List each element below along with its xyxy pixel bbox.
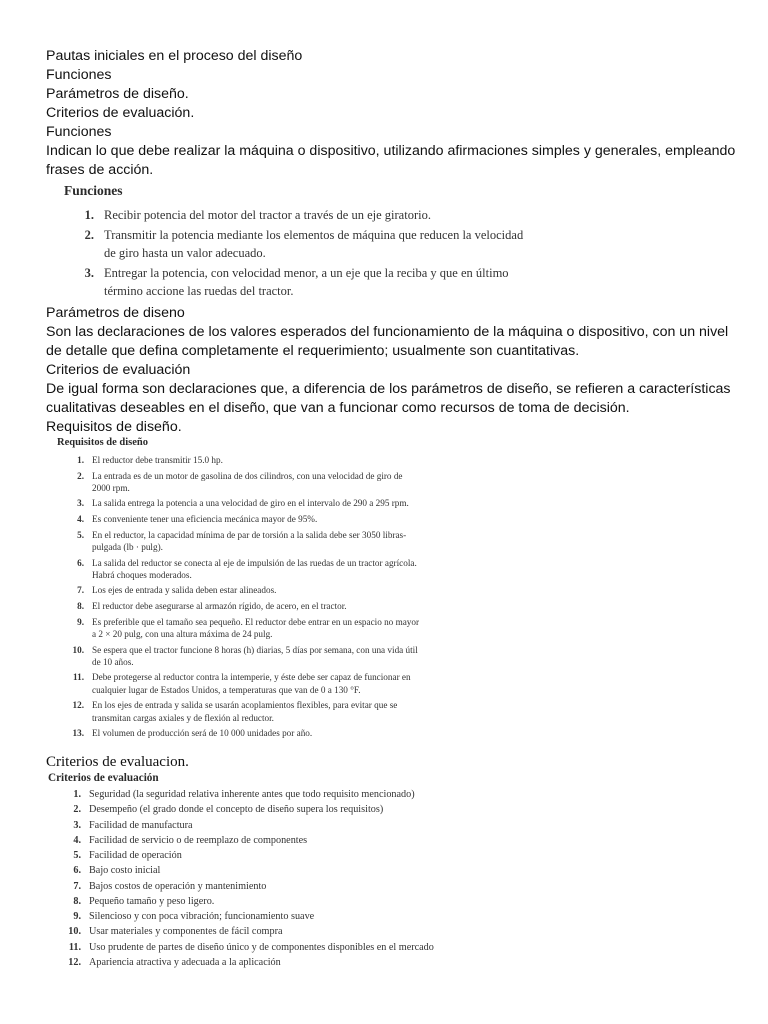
- list-item: [46, 941, 466, 954]
- item-number: 7.: [77, 585, 84, 596]
- item-number: 11.: [68, 941, 81, 953]
- item-text: Transmitir la potencia mediante los elementos de máquina que reducen la velocidad de giro hasta un valor adecuado.: [104, 228, 524, 260]
- outline-item-parametros: Parámetros de diseño.: [46, 86, 189, 102]
- list-item: [46, 925, 466, 938]
- list-item: [46, 557, 426, 582]
- item-text: Los ejes de entrada y salida deben estar alineados.: [92, 585, 277, 596]
- list-item: [46, 600, 426, 612]
- section-heading-criterios: Criterios de evaluación: [46, 362, 191, 378]
- item-text: Bajo costo inicial: [89, 865, 161, 877]
- middle-section: [46, 304, 736, 437]
- item-text: La entrada es de un motor de gasolina de dos cilindros, con una velocidad de giro de 2000 rpm.: [92, 470, 403, 493]
- list-item: [46, 671, 426, 696]
- list-item: [46, 727, 426, 739]
- item-text: El volumen de producción será de 10 000 unidades por año.: [92, 728, 313, 739]
- item-number: 5.: [73, 850, 81, 861]
- section-heading-funciones: Funciones: [46, 124, 112, 140]
- list-item: [46, 470, 426, 495]
- item-text: Entregar la potencia, con velocidad menor, a un eje que la reciba y que en último término accione las ruedas del tractor.: [104, 266, 509, 298]
- list-item: [46, 616, 426, 641]
- list-item: [46, 803, 466, 816]
- list-item: [46, 834, 466, 847]
- funciones-description: Indican lo que debe realizar la máquina o dispositivo, utilizando afirmaciones simples y generales, empleando frases de acción.: [46, 143, 736, 178]
- item-number: 10.: [68, 926, 81, 938]
- list-item: [46, 895, 466, 908]
- doc-title: Pautas iniciales en el proceso del diseño: [46, 48, 303, 64]
- item-number: 6.: [77, 557, 84, 568]
- item-number: 6.: [73, 865, 81, 877]
- item-text: En el reductor, la capacidad mínima de par de torsión a la salida debe ser 3050 libras-pulgada (lb · pulg).: [92, 529, 407, 552]
- list-item: [46, 206, 546, 224]
- item-text: Facilidad de operación: [89, 850, 182, 861]
- funciones-scan: [46, 182, 546, 302]
- item-text: Es preferible que el tamaño sea pequeño. El reductor debe entrar en un espacio no mayor a 2 × 20 pulg, con una altura máxima de 24 pulg.: [92, 616, 420, 639]
- item-number: 2.: [77, 470, 84, 481]
- list-item: [46, 264, 546, 300]
- item-text: Facilidad de servicio o de reemplazo de componentes: [89, 834, 308, 846]
- item-number: 7.: [73, 880, 81, 892]
- requisitos-scan-title: Requisitos de diseño: [57, 437, 149, 448]
- item-number: 4.: [77, 514, 84, 525]
- list-item: [46, 849, 466, 862]
- item-text: Usar materiales y componentes de fácil compra: [89, 926, 283, 938]
- list-item: [46, 584, 426, 596]
- list-item: [46, 880, 466, 893]
- item-number: 12.: [72, 700, 84, 711]
- item-number: 3.: [77, 498, 84, 509]
- item-text: Pequeño tamaño y peso ligero.: [89, 895, 215, 907]
- item-number: 2.: [84, 228, 94, 242]
- item-number: 13.: [72, 728, 84, 739]
- item-number: 5.: [77, 529, 84, 540]
- criterios-list: [46, 788, 466, 969]
- item-text: Debe protegerse al reductor contra la intemperie, y éste debe ser capaz de funcionar en cualquier lugar de Estados Unidos, a temperaturas que van de 0 a 130 °F.: [92, 672, 411, 695]
- requisitos-scan: [46, 436, 426, 743]
- item-number: 2.: [73, 804, 81, 816]
- list-item: [46, 529, 426, 554]
- item-text: Desempeño (el grado donde el concepto de diseño supera los requisitos): [89, 804, 384, 816]
- item-number: 4.: [73, 834, 81, 846]
- item-text: En los ejes de entrada y salida se usarán acoplamientos flexibles, para evitar que se transmitan cargas axiales y de flexión al reductor.: [92, 700, 398, 723]
- list-item: [46, 699, 426, 724]
- item-number: 1.: [77, 455, 84, 465]
- item-number: 9.: [73, 911, 81, 922]
- criterios-scan: [46, 771, 466, 971]
- section-heading-requisitos: Requisitos de diseño.: [46, 419, 182, 435]
- item-text: Silencioso y con poca vibración; funcionamiento suave: [89, 911, 315, 922]
- item-text: Se espera que el tractor funcione 8 horas (h) diarias, 5 días por semana, con una vida útil de 10 años.: [92, 644, 418, 667]
- item-text: Es conveniente tener una eficiencia mecánica mayor de 95%.: [92, 514, 318, 525]
- outline-item-funciones: Funciones: [46, 67, 112, 83]
- list-item: [46, 864, 466, 877]
- list-item: [46, 226, 546, 262]
- funciones-scan-title: Funciones: [64, 183, 123, 198]
- list-item: [46, 454, 426, 466]
- list-item: [46, 910, 466, 923]
- item-number: 3.: [73, 819, 81, 831]
- list-item: [46, 644, 426, 669]
- list-item: [46, 788, 466, 801]
- list-item: [46, 497, 426, 509]
- item-text: La salida entrega la potencia a una velocidad de giro en el intervalo de 290 a 295 rpm.: [92, 498, 409, 509]
- list-item: [46, 956, 466, 969]
- item-number: 11.: [73, 672, 84, 683]
- criterios-scan-title: Criterios de evaluación: [48, 772, 159, 784]
- item-number: 12.: [68, 956, 81, 968]
- funciones-list: [46, 206, 546, 300]
- item-text: Seguridad (la seguridad relativa inherente antes que todo requisito mencionado): [89, 789, 415, 800]
- item-number: 8.: [77, 601, 84, 612]
- criterios-description: De igual forma son declaraciones que, a diferencia de los parámetros de diseño, se refieren a características cualitativas deseables en el diseño, que van a funcionar como recursos de toma de decisión.: [46, 381, 731, 416]
- outline-item-criterios: Criterios de evaluación.: [46, 105, 195, 121]
- item-text: El reductor debe transmitir 15.0 hp.: [92, 455, 223, 465]
- parametros-description: Son las declaraciones de los valores esperados del funcionamiento de la máquina o dispositivo, con un nivel de detalle que defina completamente el requerimiento; usualmente son cuantitativas.: [46, 324, 729, 359]
- list-item: [46, 513, 426, 525]
- item-text: El reductor debe asegurarse al armazón rígido, de acero, en el tractor.: [92, 601, 347, 612]
- item-text: Facilidad de manufactura: [89, 819, 193, 831]
- item-number: 9.: [77, 616, 84, 627]
- item-text: Uso prudente de partes de diseño único y de componentes disponibles en el mercado: [89, 941, 434, 953]
- item-text: La salida del reductor se conecta al eje de impulsión de las ruedas de un tractor agrícola. Habrá choques moderados.: [92, 557, 417, 580]
- section-heading-parametros: Parámetros de diseno: [46, 305, 185, 321]
- item-text: Bajos costos de operación y mantenimiento: [89, 880, 267, 892]
- item-number: 1.: [84, 208, 94, 222]
- intro-section: [46, 47, 736, 180]
- criterios-heading: Criterios de evaluacion.: [46, 754, 189, 770]
- item-number: 3.: [84, 266, 94, 280]
- list-item: [46, 819, 466, 832]
- item-text: Apariencia atractiva y adecuada a la aplicación: [89, 956, 281, 968]
- item-number: 10.: [72, 644, 84, 655]
- item-number: 1.: [73, 789, 81, 800]
- item-number: 8.: [73, 895, 81, 907]
- requisitos-list: [46, 454, 426, 740]
- item-text: Recibir potencia del motor del tractor a través de un eje giratorio.: [104, 208, 431, 222]
